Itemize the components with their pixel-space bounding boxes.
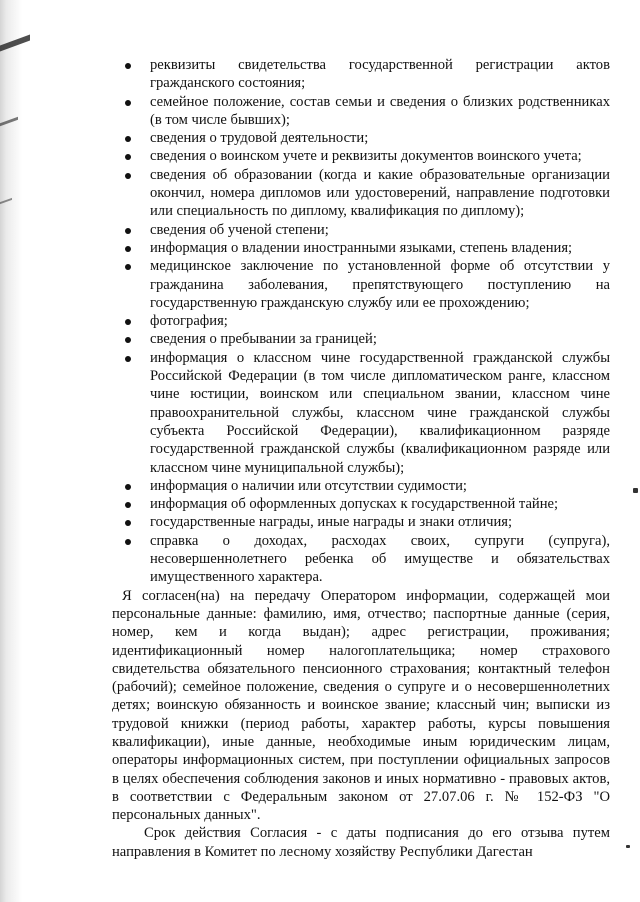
bullet-icon	[125, 136, 131, 142]
bullet-icon	[125, 484, 131, 490]
scan-speck	[626, 845, 630, 848]
term-paragraph: Срок действия Согласия - с даты подписания до его отзыва путем направления в Комитет по лесному хозяйству Республики Дагестан	[112, 825, 610, 860]
list-item: информация о владении иностранными языками, степень владения;	[112, 239, 610, 257]
list-item: медицинское заключение по установленной форме об отсутствии у гражданина заболевания, препятствующего поступлению на государственную гражданскую службу или ее прохождению;	[112, 257, 610, 312]
scan-speck	[633, 488, 638, 493]
list-item: информация об оформленных допусках к государственной тайне;	[112, 495, 610, 513]
bullet-icon	[125, 539, 131, 545]
bullet-icon	[125, 337, 131, 343]
bullet-icon	[125, 173, 131, 179]
bullet-icon	[125, 356, 131, 362]
list-item: справка о доходах, расходах своих, супруги (супруга), несовершеннолетнего ребенка об имуществе и обязательствах имущественного характера.	[112, 532, 610, 587]
list-item: информация о наличии или отсутствии судимости;	[112, 477, 610, 495]
list-item: сведения о трудовой деятельности;	[112, 129, 610, 147]
list-item: сведения об образовании (когда и какие образовательные организации окончил, номера дипломов или удостоверений, направление подготовки или специальность по диплому, квалификация по диплому);	[112, 166, 610, 221]
document-page	[112, 56, 610, 861]
bullet-icon	[125, 63, 131, 69]
bullet-icon	[125, 154, 131, 160]
list-item: сведения о воинском учете и реквизиты документов воинского учета;	[112, 147, 610, 165]
bullet-icon	[125, 520, 131, 526]
list-item: семейное положение, состав семьи и сведения о близких родственниках (в том числе бывших);	[112, 93, 610, 130]
personal-data-list	[112, 56, 610, 587]
list-item: информация о классном чине государственной гражданской службы Российской Федерации (в том числе дипломатическом ранге, классном чине юстиции, воинском или специальном звании, классном чине правоохранительной службы, классном чине гражданской службы субъекта Российской Федерации), квалификационном разряде государственной гражданской службы (квалификационном разряде или классном чине муниципальной службы);	[112, 349, 610, 477]
list-item: сведения об ученой степени;	[112, 221, 610, 239]
consent-paragraph: Я согласен(на) на передачу Оператором информации, содержащей мои персональные данные: фамилию, имя, отчество; паспортные данные (серия, номер, кем и когда выдан); адрес регистрации, проживания; идентификационный номер налогоплательщика; номер страхового свидетельства обязательного пенсионного страхования; контактный телефон (рабочий); семейное положение, сведения о супруге и о несовершеннолетних детях; воинскую обязанность и воинское звание; классный чин; выписки из трудовой книжки (период работы, характер работы, курсы повышения квалификации), иные данные, необходимые иным юридическим лицам, операторы информационных систем, при поступлении официальных запросов в целях обеспечения соблюдения законов и иных нормативно - правовых актов, в соответствии с Федеральным законом от 27.07.06 г. № 152-ФЗ "О персональных данных".	[112, 587, 610, 824]
list-item: реквизиты свидетельства государственной регистрации актов гражданского состояния;	[112, 56, 610, 93]
list-item: государственные награды, иные награды и знаки отличия;	[112, 513, 610, 531]
bullet-icon	[125, 228, 131, 234]
list-item: фотография;	[112, 312, 610, 330]
bullet-icon	[125, 502, 131, 508]
bullet-icon	[125, 100, 131, 106]
bullet-icon	[125, 319, 131, 325]
bullet-icon	[125, 264, 131, 270]
scan-edge-shadow	[0, 0, 22, 902]
list-item: сведения о пребывании за границей;	[112, 330, 610, 348]
bullet-icon	[125, 246, 131, 252]
